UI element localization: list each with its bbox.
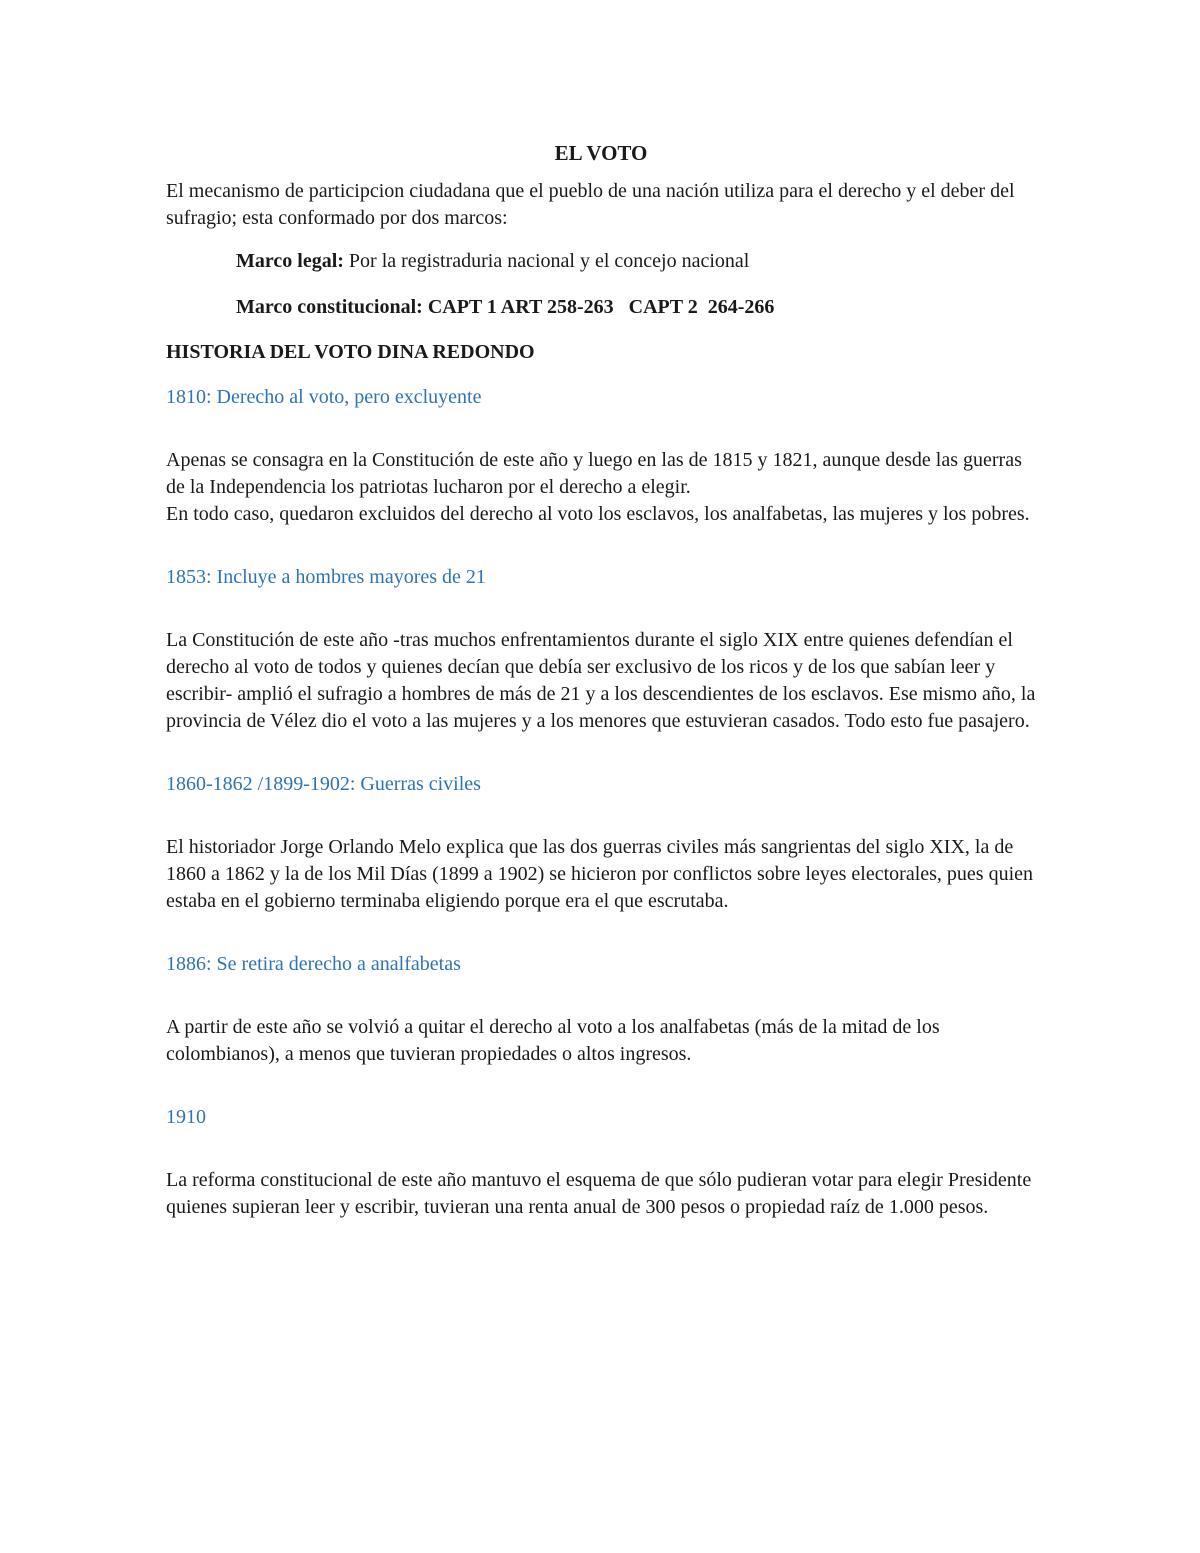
year-heading: 1910 (166, 1106, 206, 1128)
section-paragraph (166, 1167, 1036, 1221)
bullet-label: Marco constitucional: (236, 296, 423, 318)
bullet-item-marco-constitucional (166, 294, 1036, 321)
history-heading: HISTORIA DEL VOTO DINA REDONDO (166, 341, 535, 363)
paragraph-line: A partir de este año se volvió a quitar el derecho al voto a los analfabetas (más de la mitad de los colombianos), a menos que tuvieran propiedades o altos ingresos. (166, 1016, 940, 1065)
document-title: EL VOTO (554, 141, 648, 165)
paragraph-line: Apenas se consagra en la Constitución de este año y luego en las de 1815 y 1821, aunque desde las guerras de la Independencia los patriotas lucharon por el derecho a elegir. (166, 449, 1022, 498)
section-paragraph (166, 1014, 1036, 1068)
history-section-1886 (166, 951, 1036, 1068)
square-bullet-icon (202, 294, 214, 321)
bullet-item-marco-legal (166, 248, 1036, 275)
section-paragraph (166, 834, 1036, 915)
year-heading: 1810: Derecho al voto, pero excluyente (166, 386, 482, 408)
history-section-1860 (166, 771, 1036, 915)
year-heading: 1853: Incluye a hombres mayores de 21 (166, 566, 486, 588)
year-heading: 1886: Se retira derecho a analfabetas (166, 953, 461, 975)
bullet-text: CAPT 1 ART 258-263 CAPT 2 264-266 (422, 296, 775, 318)
paragraph-line: El historiador Jorge Orlando Melo explica que las dos guerras civiles más sangrientas del siglo XIX, la de 1860 a 1862 y la de los Mil Días (1899 a 1902) se hicieron por conflictos sobre leyes electorales, pues quien estaba en el gobierno terminaba eligiendo porque era el que escrutaba. (166, 836, 1034, 912)
square-bullet-icon (202, 248, 214, 275)
paragraph-line: La Constitución de este año -tras muchos enfrentamientos durante el siglo XIX entre quienes defendían el derecho al voto de todos y quienes decían que debía ser exclusivo de los ricos y de los que sabían leer y escribir- amplió el sufragio a hombres de más de 21 y a los descendientes de los esclavos. Ese mismo año, la provincia de Vélez dio el voto a las mujeres y a los menores que estuvieran casados. Todo esto fue pasajero. (166, 629, 1036, 732)
section-paragraph (166, 447, 1036, 528)
paragraph-line: La reforma constitucional de este año mantuvo el esquema de que sólo pudieran votar para elegir Presidente quienes supieran leer y escribir, tuvieran una renta anual de 300 pesos o propiedad raíz de 1.000 pesos. (166, 1169, 1032, 1218)
section-paragraph (166, 627, 1036, 735)
bullet-text: Por la registraduria nacional y el concejo nacional (343, 250, 750, 272)
history-section-1853 (166, 564, 1036, 735)
paragraph-line: En todo caso, quedaron excluidos del derecho al voto los esclavos, los analfabetas, las mujeres y los pobres. (166, 503, 1030, 525)
intro-paragraph: El mecanismo de participcion ciudadana que el pueblo de una nación utiliza para el derecho y el deber del sufragio; esta conformado por dos marcos: (166, 180, 1015, 229)
history-section-1810 (166, 384, 1036, 528)
document-page (166, 138, 1036, 1257)
bullet-label: Marco legal: (236, 250, 344, 272)
year-heading: 1860-1862 /1899-1902: Guerras civiles (166, 773, 481, 795)
history-section-1910 (166, 1104, 1036, 1221)
